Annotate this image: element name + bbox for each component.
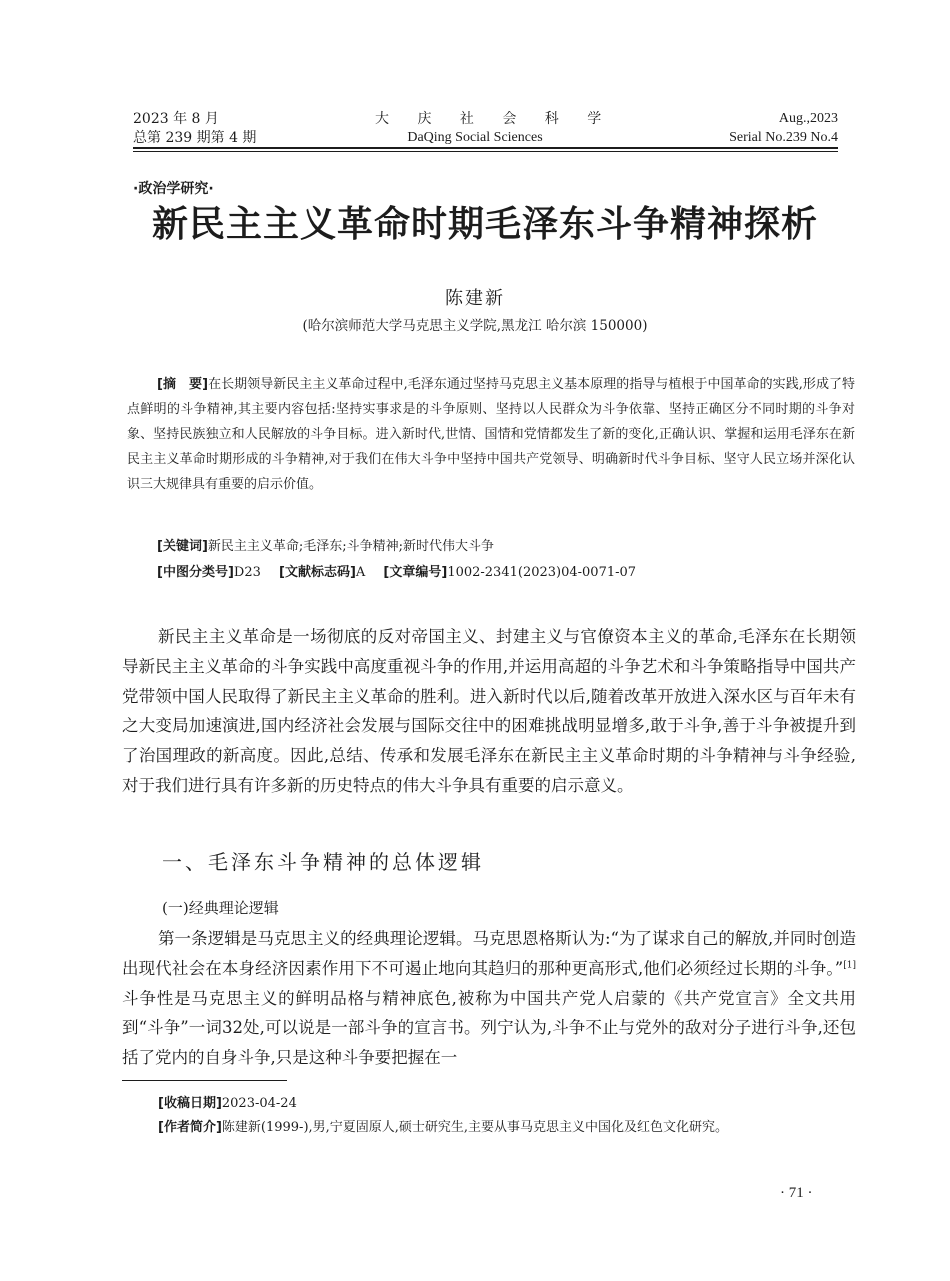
classification-line [157,561,650,580]
footnote-rule [122,1080,287,1081]
body-paragraph [122,924,856,1073]
received-label: [收稿日期] [158,1096,222,1111]
page-number: · 71 · [780,1185,813,1201]
header-rule-thin [133,151,838,152]
author-name: 陈建新 [445,288,505,309]
header-rule-thick [133,147,838,149]
header-date-en: Aug.,2023 [778,111,838,126]
received-date [122,1093,856,1115]
para-text-after-ref: 斗争性是马克思主义的鲜明品格与精神底色,被称为中国共产党人启蒙的《共产党宣言》全文共用到“斗争”一词32处,可以说是一部斗争的宣言书。列宁认为,斗争不止与党外的敌对分子进行斗争,还包括了党内的自身斗争,只是这种斗争要把握在一 [122,988,856,1068]
column-label: ·政治学研究· [133,181,214,197]
clc-value: D23 [233,565,261,580]
keywords-label: [关键词] [157,539,208,554]
doc-code-value: A [355,565,366,580]
section-heading: 一、毛泽东斗争精神的总体逻辑 [162,850,484,874]
abstract-label: [摘 要] [157,377,209,392]
journal-name-en: DaQing Social Sciences [407,130,543,145]
author-bio-label: [作者简介] [158,1120,222,1135]
article-title: 新民主主义革命时期毛泽东斗争精神探析 [151,204,818,245]
citation-ref: [1] [843,960,856,971]
author-bio-text: 陈建新(1999-),男,宁夏固原人,硕士研究生,主要从事马克思主义中国化及红色文化研究。 [221,1120,729,1135]
article-number-label: [文章编号] [383,565,448,580]
keywords [157,535,494,554]
header-date: 2023 年 8 月 [133,111,219,127]
keywords-text: 新民主主义革命;毛泽东;斗争精神;新时代伟大斗争 [207,539,495,554]
abstract [127,372,855,497]
clc-label: [中图分类号] [157,565,234,580]
intro-paragraph [122,622,856,801]
doc-code-label: [文献标志码] [279,565,356,580]
header-issue: 总第 239 期第 4 期 [133,130,257,146]
received-value: 2023-04-24 [221,1096,297,1111]
abstract-text: 在长期领导新民主主义革命过程中,毛泽东通过坚持马克思主义基本原理的指导与植根于中国革命的实践,形成了特点鲜明的斗争精神,其主要内容包括:坚持实事求是的斗争原则、坚持以人民群众为斗争依靠、坚持正确区分不同时期的斗争对象、坚持民族独立和人民解放的斗争目标。进入新时代,世情、国情和党情都发生了新的变化,正确认识、掌握和运用毛泽东在新民主主义革命时期形成的斗争精神,对于我们在伟大斗争中坚持中国共产党领导、明确新时代斗争目标、坚守人民立场并深化认识三大规律具有重要的启示价值。 [127,377,856,492]
para-text-before-ref: 第一条逻辑是马克思主义的经典理论逻辑。马克思恩格斯认为:“为了谋求自己的解放,并同时创造出现代社会在本身经济因素作用下不可遏止地向其趋归的那种更高形式,他们必须经过长期的斗争。” [122,929,856,978]
intro-text: 新民主主义革命是一场彻底的反对帝国主义、封建主义与官僚资本主义的革命,毛泽东在长期领导新民主主义革命的斗争实践中高度重视斗争的作用,并运用高超的斗争艺术和斗争策略指导中国共产党带领中国人民取得了新民主主义革命的胜利。进入新时代以后,随着改革开放进入深水区与百年未有之大变局加速演进,国内经济社会发展与国际交往中的困难挑战明显增多,敢于斗争,善于斗争被提升到了治国理政的新高度。因此,总结、传承和发展毛泽东在新民主主义革命时期的斗争精神与斗争经验,对于我们进行具有许多新的历史特点的伟大斗争具有重要的启示意义。 [122,627,856,795]
author-bio [122,1117,856,1139]
author-affiliation: (哈尔滨师范大学马克思主义学院,黑龙江 哈尔滨 150000) [302,318,648,334]
article-number-value: 1002-2341(2023)04-0071-07 [447,565,637,580]
header-serial: Serial No.239 No.4 [729,130,838,145]
journal-name-cn: 大 庆 社 会 科 学 [375,111,614,127]
subsection-heading: (一)经典理论逻辑 [162,899,279,917]
